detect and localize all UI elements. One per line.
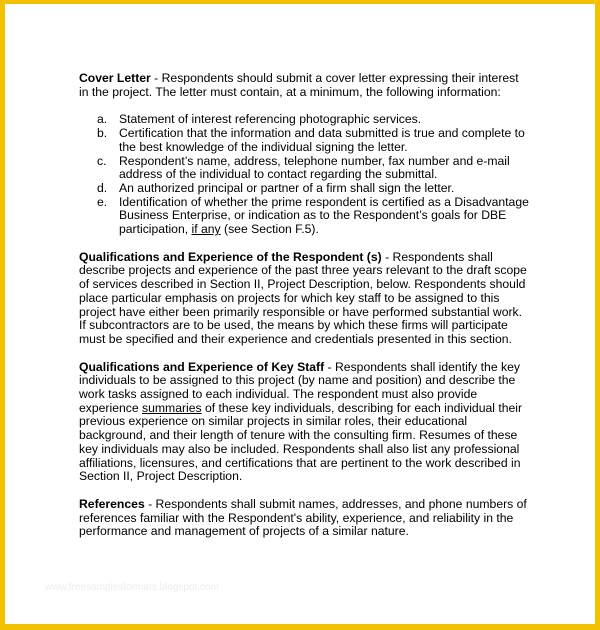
list-item-text: Respondent’s name, address, telephone number, fax number and e-mail address of the individual to contact regarding the submittal.: [119, 153, 510, 182]
list-item-label: e.: [97, 194, 108, 209]
list-item: [79, 113, 529, 127]
list-item-label: a.: [97, 112, 108, 127]
list-item-text: Statement of interest referencing photographic services.: [119, 112, 422, 127]
watermark: www.freesamplesformats.blogspot.com: [45, 582, 219, 593]
list-item-text-after: (see Section F.5).: [220, 222, 319, 237]
qualifications-respondent-paragraph: [79, 251, 529, 347]
list-item-label: c.: [97, 153, 107, 168]
list-item-text: Certification that the information and data submitted is true and complete to the best knowledge of the individual signing the letter.: [119, 126, 525, 154]
qualifications-respondent-text: - Respondents shall describe projects and experience of the past three years relevant to the draft scope of services described in Section II, Project Description, below. Respondents should place particular emphasis on projects for which key staff to be assigned to this project have either been primarily responsible or have performed substantial work. If subcontractors are to be used, the means by which these firms will participate must be specified and their experience and credentials presented in this section.: [79, 249, 527, 346]
list-item-label: b.: [97, 126, 108, 141]
cover-letter-text: - Respondents should submit a cover letter expressing their interest in the project. The letter must contain, at a minimum, the following information:: [79, 71, 519, 99]
document-content: [79, 72, 529, 539]
qualifications-staff-heading: Qualifications and Experience of Key Staff: [79, 359, 325, 374]
cover-letter-paragraph: [79, 72, 529, 99]
qualifications-staff-text-after: of these key individuals, describing for each individual their previous experience on similar projects in similar roles, their educational background, and their length of tenure with the consulting firm. Resumes of these key individuals may also be included. Respondents shall also list any professional affiliations, licensures, and certifications that are pertinent to the work described in Section II, Project Description.: [79, 400, 523, 484]
list-item: [79, 155, 529, 182]
document-page: [5, 4, 595, 624]
list-item: [79, 127, 529, 154]
underlined-text: if any: [191, 222, 221, 237]
list-item-text: [119, 196, 529, 237]
references-heading: References: [79, 496, 145, 511]
underlined-text: summaries: [142, 400, 202, 415]
qualifications-staff-text-before: - Respondents shall identify the key individuals to be assigned to this project (by name and position) and describe the work tasks assigned to each individual. The respondent must also provide experience: [79, 359, 520, 415]
references-paragraph: [79, 498, 529, 539]
list-item-text: An authorized principal or partner of a firm shall sign the letter.: [119, 180, 455, 195]
cover-letter-heading: Cover Letter: [79, 71, 151, 85]
list-item-label: d.: [97, 180, 108, 195]
list-item: [79, 196, 529, 237]
list-item-text-before: Identification of whether the prime respondent is certified as a Disadvantage Business Enterprise, or indication as to the Respondent’s goals for DBE participation,: [119, 194, 529, 237]
qualifications-staff-paragraph: [79, 361, 529, 484]
list-item: [79, 182, 529, 196]
qualifications-respondent-heading: Qualifications and Experience of the Respondent (s): [79, 249, 382, 264]
references-text: - Respondents shall submit names, addresses, and phone numbers of references familiar with the Respondent's ability, experience, and reliability in the performance and management of projects of a similar nature.: [79, 496, 527, 539]
cover-letter-list: [79, 113, 529, 236]
